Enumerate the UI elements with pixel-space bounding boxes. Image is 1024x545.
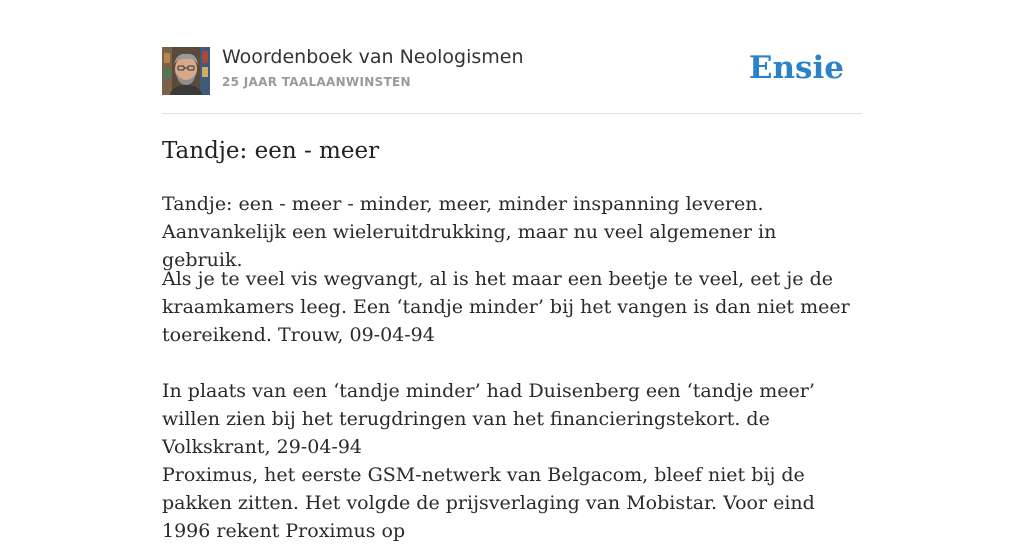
author-photo-icon bbox=[162, 47, 210, 95]
entry-title: Tandje: een - meer bbox=[162, 138, 380, 164]
citation-quote: Proximus, het eerste GSM-netwerk van Belgacom, bleef niet bij de pakken zitten. Het volgde de prijsverlaging van Mobistar. Voor eind 1996 rekent Proximus op bbox=[162, 464, 815, 542]
page bbox=[162, 0, 862, 542]
citation-quote: Als je te veel vis wegvangt, al is het maar een beetje te veel, eet je de kraamkamers leeg. Een ‘tandje minder’ bij het vangen is dan niet meer toereikend. Trouw, 09-04-94 bbox=[162, 268, 850, 346]
author-avatar[interactable] bbox=[162, 47, 210, 95]
source-name[interactable]: Woordenboek van Neologismen bbox=[222, 46, 524, 68]
citation-quote: In plaats van een ‘tandje minder’ had Duisenberg een ‘tandje meer’ willen zien bij het terugdringen van het financieringstekort. de Volkskrant, 29-04-94 bbox=[162, 380, 815, 458]
source-tagline: 25 JAAR TAALAANWINSTEN bbox=[222, 75, 411, 89]
header bbox=[162, 0, 862, 114]
brand-logo[interactable]: Ensie bbox=[748, 50, 844, 86]
entry-definition: Tandje: een - meer - minder, meer, minder inspanning leveren. Aanvankelijk een wieleruitdrukking, maar nu veel algemener in gebruik. bbox=[162, 193, 777, 271]
